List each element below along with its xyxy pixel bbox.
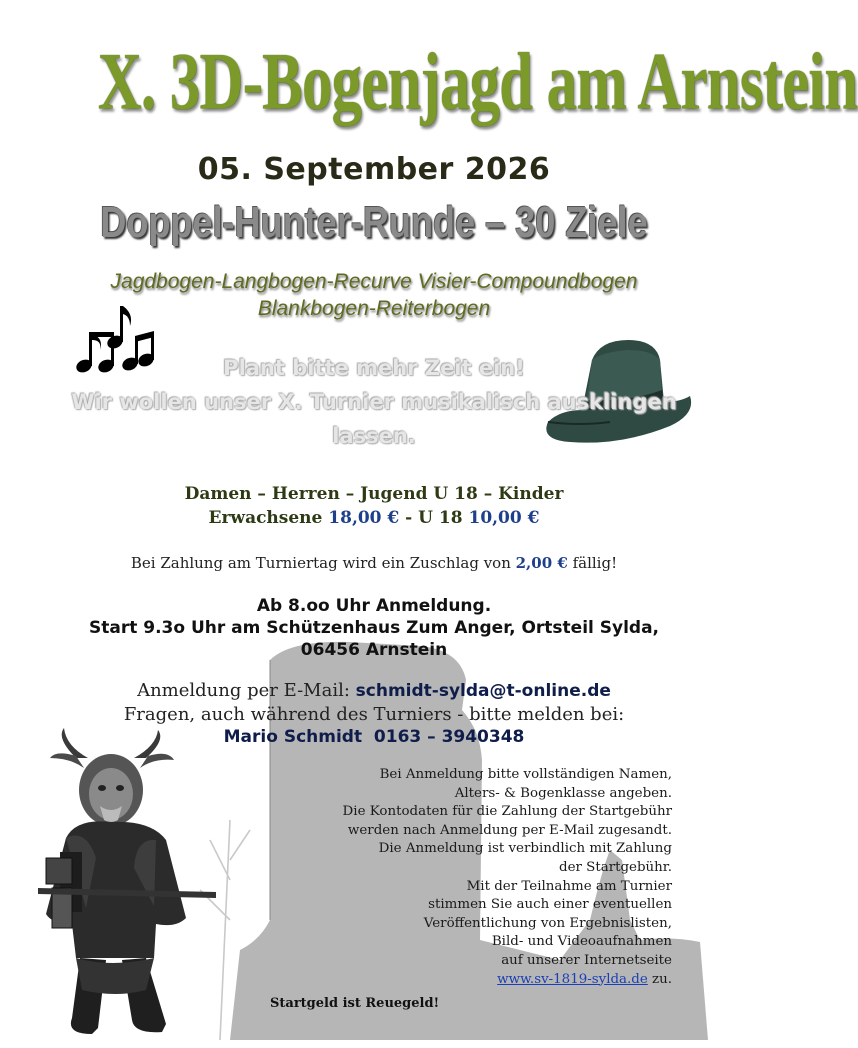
link-suffix: zu. bbox=[647, 971, 672, 987]
refund-note: Startgeld ist Reuegeld! bbox=[270, 996, 440, 1011]
info-line: der Startgebühr. bbox=[559, 859, 672, 875]
email-label: Anmeldung per E-Mail: bbox=[137, 680, 356, 701]
email-registration bbox=[0, 680, 748, 701]
notice-line-1: Plant bitte mehr Zeit ein! bbox=[223, 356, 525, 380]
contact-person: Mario Schmidt 0163 – 3940348 bbox=[223, 727, 525, 747]
registration-info bbox=[312, 766, 672, 989]
info-line: Alters- & Bogenklasse angeben. bbox=[454, 785, 672, 801]
info-line: werden nach Anmeldung per E-Mail zugesandt. bbox=[347, 822, 672, 838]
info-line: stimmen Sie auch einer eventuellen bbox=[428, 897, 672, 913]
surcharge-note bbox=[0, 554, 748, 572]
event-title: X. 3D-Bogenjagd am Arnstein bbox=[97, 35, 858, 127]
prices-line bbox=[0, 508, 748, 528]
info-line: Veröffentlichung von Ergebnislisten, bbox=[423, 915, 672, 931]
bow-classes-line-1: Jagdbogen-Langbogen-Recurve Visier-Compoundbogen bbox=[110, 270, 638, 293]
email-link[interactable]: schmidt-sylda@t-online.de bbox=[355, 681, 611, 701]
start-postcode: 06456 Arnstein bbox=[300, 640, 448, 660]
adults-label: Erwachsene bbox=[208, 508, 323, 528]
info-line: Bei Anmeldung bitte vollständigen Namen, bbox=[379, 767, 672, 782]
surcharge-amount: 2,00 € bbox=[515, 554, 568, 572]
start-location: Start 9.3o Uhr am Schützenhaus Zum Anger, Ortsteil Sylda, bbox=[88, 618, 660, 638]
notice-line-2: Wir wollen unser X. Turnier musikalisch ausklingen bbox=[71, 390, 677, 414]
website-link[interactable]: www.sv-1819-sylda.de bbox=[497, 971, 648, 987]
event-date: 05. September 2026 bbox=[197, 152, 551, 187]
info-line: Die Anmeldung ist verbindlich mit Zahlung bbox=[378, 841, 672, 857]
surcharge-before: Bei Zahlung am Turniertag wird ein Zuschlag von bbox=[130, 554, 516, 572]
info-line: Die Kontodaten für die Zahlung der Startgebühr bbox=[342, 804, 672, 820]
questions-line: Fragen, auch während des Turniers - bitte melden bei: bbox=[123, 704, 625, 725]
round-info: Doppel-Hunter-Runde – 30 Ziele bbox=[100, 198, 648, 247]
adults-price: 18,00 € bbox=[328, 508, 400, 528]
krampus-figure bbox=[36, 728, 236, 1038]
notice-line-3: lassen. bbox=[332, 424, 416, 448]
categories-line: Damen – Herren – Jugend U 18 – Kinder bbox=[184, 484, 564, 504]
u18-price: 10,00 € bbox=[468, 508, 540, 528]
info-line: Mit der Teilnahme am Turnier bbox=[466, 878, 672, 894]
registration-time: Ab 8.oo Uhr Anmeldung. bbox=[256, 596, 492, 616]
info-line: Bild- und Videoaufnahmen bbox=[491, 934, 672, 950]
surcharge-after: fällig! bbox=[567, 554, 618, 572]
info-line: auf unserer Internetseite bbox=[501, 952, 672, 968]
price-separator: - U 18 bbox=[399, 508, 469, 528]
bow-classes-line-2: Blankbogen-Reiterbogen bbox=[257, 297, 491, 320]
info-link-line bbox=[312, 971, 672, 990]
